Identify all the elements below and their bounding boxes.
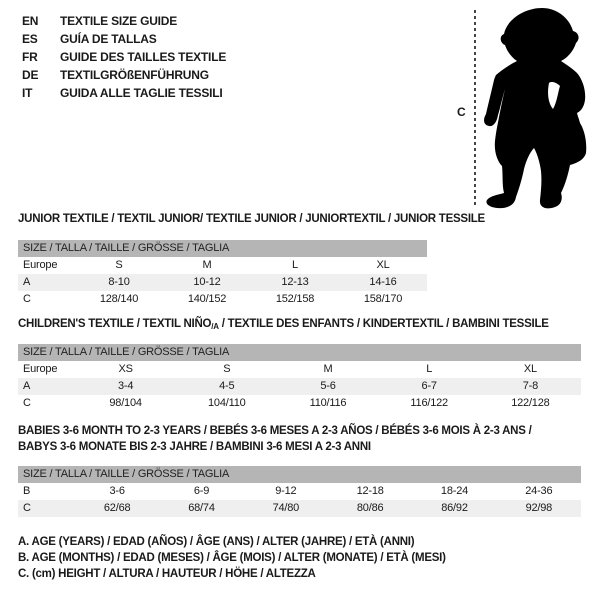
language-label: TEXTILGRÖßENFÜHRUNG — [60, 68, 209, 82]
table-cell: 14-16 — [369, 276, 397, 288]
row-label: C — [23, 293, 31, 305]
language-row-it — [22, 84, 226, 102]
row-label: Europe — [23, 363, 58, 375]
table-cell: S — [115, 259, 123, 271]
table-cell: 18-24 — [440, 485, 469, 497]
row-label: A — [23, 276, 31, 288]
table-cell: L — [426, 363, 433, 375]
baby-silhouette-icon — [481, 3, 595, 211]
section-heading-children — [18, 318, 549, 331]
language-list — [22, 12, 226, 102]
table-cell: 116/122 — [410, 397, 448, 409]
language-code: EN — [22, 14, 39, 28]
table-cell: 128/140 — [99, 293, 139, 305]
table-cell: 3-4 — [117, 380, 134, 392]
table-cell: 9-12 — [275, 485, 297, 497]
table-row — [18, 361, 581, 378]
language-row-en — [22, 12, 226, 30]
table-cell: 4-5 — [219, 380, 235, 392]
section-heading-babies — [18, 424, 532, 455]
table-row — [18, 291, 427, 308]
table-cell: 92/98 — [525, 502, 553, 514]
language-label: GUIDA ALLE TAGLIE TESSILI — [60, 86, 223, 100]
table-cell: 98/104 — [109, 397, 142, 409]
babies-size-table — [18, 466, 581, 517]
table-cell: 5-6 — [320, 380, 336, 392]
language-code: FR — [22, 50, 38, 64]
table-cell: 24-36 — [525, 485, 553, 497]
row-label: Europe — [23, 259, 58, 271]
junior-size-table — [18, 240, 427, 308]
table-cell: 68/74 — [188, 502, 215, 514]
language-label: GUÍA DE TALLAS — [60, 32, 157, 46]
height-measure-dashed-line — [474, 10, 476, 207]
language-label: GUIDE DES TAILLES TEXTILE — [60, 50, 227, 64]
table-cell: 140/152 — [187, 293, 227, 305]
row-label: A — [23, 380, 31, 392]
table-cell: 62/68 — [103, 502, 131, 514]
heading-line-1: BABIES 3-6 MONTH TO 2-3 YEARS / BEBÉS 3-6 MESES A 2-3 AÑOS / BÉBÉS 3-6 MOIS À 2-3 ANS / — [18, 425, 532, 437]
section-heading-junior: JUNIOR TEXTILE / TEXTIL JUNIOR/ TEXTILE JUNIOR / JUNIORTEXTIL / JUNIOR TESSILE — [18, 213, 485, 225]
row-label: C — [23, 397, 31, 409]
table-cell: 122/128 — [511, 397, 550, 409]
legend-line-c: C. (cm) HEIGHT / ALTURA / HAUTEUR / HÖHE / ALTEZZA — [18, 568, 316, 580]
heading-text: CHILDREN'S TEXTILE / TEXTIL NIÑO — [18, 318, 212, 330]
language-label: TEXTILE SIZE GUIDE — [60, 14, 178, 28]
legend — [18, 534, 446, 582]
table-cell: XL — [523, 363, 537, 375]
table-cell: 10-12 — [193, 276, 221, 288]
table-cell: 86/92 — [441, 502, 468, 514]
table-cell: 8-10 — [108, 276, 130, 288]
table-row — [18, 257, 427, 274]
children-size-table — [18, 344, 581, 412]
table-cell: 74/80 — [272, 502, 300, 514]
table-cell: 7-8 — [522, 380, 539, 392]
language-code: DE — [22, 68, 39, 82]
heading-line-2: BABYS 3-6 MONATE BIS 2-3 JAHRE / BAMBINI 3-6 MESI A 2-3 ANNI — [18, 440, 371, 453]
table-cell: 158/170 — [363, 293, 403, 305]
heading-text: / TEXTILE DES ENFANTS / KINDERTEXTIL / BAMBINI TESSILE — [218, 318, 549, 330]
table-cell: XL — [376, 259, 390, 271]
table-row — [18, 395, 581, 412]
language-row-de — [22, 66, 226, 84]
table-cell: 6-7 — [421, 380, 437, 392]
table-row — [18, 500, 581, 517]
size-header-bar: SIZE / TALLA / TAILLE / GRÖSSE / TAGLIA — [18, 344, 581, 361]
language-row-es — [22, 30, 226, 48]
size-header-bar: SIZE / TALLA / TAILLE / GRÖSSE / TAGLIA — [18, 466, 581, 483]
table-row — [18, 274, 427, 291]
legend-line-b: B. AGE (MONTHS) / EDAD (MESES) / ÂGE (MOIS) / ALTER (MONATE) / ETÀ (MESI) — [18, 552, 446, 564]
language-code: IT — [22, 86, 33, 100]
table-cell: 110/116 — [309, 397, 347, 409]
table-cell: 12-13 — [281, 276, 309, 288]
row-label: C — [23, 502, 31, 514]
row-label: B — [23, 485, 31, 497]
table-cell: 12-18 — [356, 485, 384, 497]
table-cell: 6-9 — [193, 485, 210, 497]
legend-line-a: A. AGE (YEARS) / EDAD (AÑOS) / ÂGE (ANS) / ALTER (JAHRE) / ETÀ (ANNI) — [18, 536, 415, 548]
table-cell: 104/110 — [208, 397, 246, 409]
table-row — [18, 483, 581, 500]
language-row-fr — [22, 48, 226, 66]
height-measure-label: C — [457, 105, 466, 119]
table-cell: 152/158 — [275, 293, 315, 305]
size-header-bar: SIZE / TALLA / TAILLE / GRÖSSE / TAGLIA — [18, 240, 427, 257]
heading-subscript: /A — [211, 322, 219, 331]
table-cell: M — [202, 259, 212, 271]
table-cell: M — [323, 363, 333, 375]
table-row — [18, 378, 581, 395]
table-cell: 3-6 — [109, 485, 125, 497]
table-cell: 80/86 — [356, 502, 384, 514]
table-cell: XS — [118, 363, 133, 375]
language-code: ES — [22, 32, 38, 46]
table-cell: S — [223, 363, 231, 375]
table-cell: L — [292, 259, 298, 271]
